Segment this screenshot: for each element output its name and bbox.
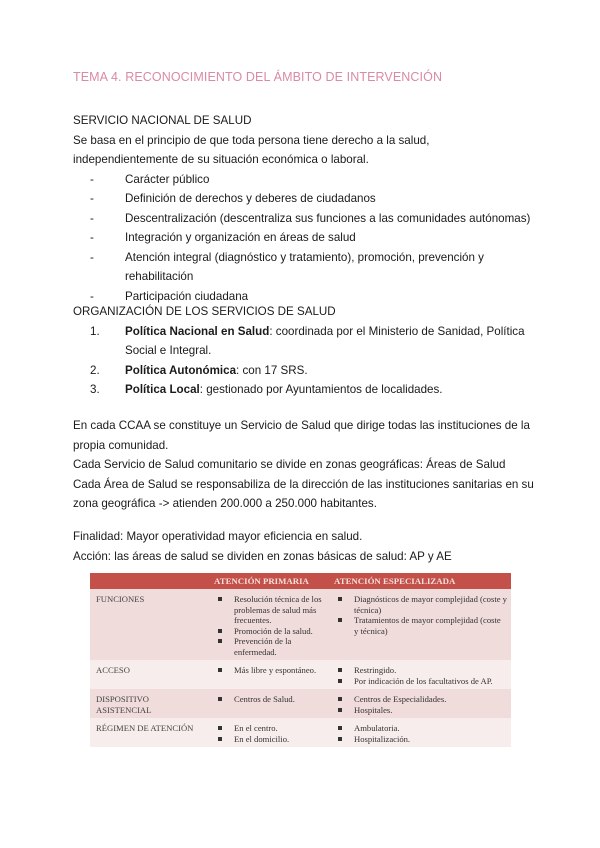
cell-item	[336, 734, 507, 745]
cell-item	[336, 694, 507, 705]
policy-name: Política Local	[125, 383, 200, 396]
cell-item-text: Hospitales.	[354, 704, 393, 715]
cell-item-text: Ambulatoria.	[354, 723, 400, 733]
ap-cell	[210, 689, 330, 718]
policy-name: Política Nacional en Salud	[125, 324, 270, 338]
cell-item	[336, 594, 507, 615]
ccaa-paragraph-2: Cada Servicio de Salud comunitario se divide en zonas geográficas: Áreas de Salud	[73, 458, 506, 471]
cell-item-text: Centros de Especialidades.	[354, 694, 447, 704]
cell-item-text: Tratamientos de mayor complejidad (coste y técnica)	[354, 615, 501, 636]
table-header-row	[90, 573, 511, 589]
list-dash: -	[90, 192, 94, 205]
table-row	[90, 718, 511, 747]
policy-description: : gestionado por Ayuntamientos de localidades.	[199, 383, 443, 396]
cell-item	[336, 615, 507, 636]
cell-item-text: Prevención de la enfermedad.	[234, 636, 292, 657]
list-number: 3.	[90, 383, 100, 396]
list-item	[90, 209, 533, 229]
cell-item	[336, 705, 507, 716]
cell-item	[216, 694, 326, 705]
section-ccaa	[73, 416, 543, 514]
cell-item-text: Por indicación de los facultativos de AP.	[354, 675, 493, 686]
cell-item	[336, 665, 507, 676]
finalidad-paragraph: Finalidad: Mayor operatividad mayor eficiencia en salud.	[73, 530, 363, 543]
table-header-ae: ATENCIÓN ESPECIALIZADA	[330, 573, 511, 589]
accion-paragraph: Acción: las áreas de salud se dividen en zonas básicas de salud: AP y AE	[73, 549, 452, 563]
list-number: 2.	[90, 363, 100, 377]
list-item-text: Carácter público	[125, 172, 210, 186]
policy-description: : con 17 SRS.	[236, 363, 308, 377]
organizacion-heading: ORGANIZACIÓN DE LOS SERVICIOS DE SALUD	[73, 305, 336, 318]
cell-item	[216, 734, 326, 745]
ccaa-paragraph-3: Cada Área de Salud se responsabiliza de la dirección de las instituciones sanitarias en su zona geográfica -> atienden 200.000 a 250.000 habitantes.	[73, 477, 534, 510]
cell-item-text: Centros de Salud.	[234, 694, 295, 704]
list-item-text: Integración y organización en áreas de salud	[125, 231, 356, 244]
cell-item	[216, 723, 326, 734]
list-dash: -	[90, 250, 94, 264]
list-item	[90, 228, 533, 248]
cell-item	[216, 665, 326, 676]
list-dash: -	[90, 231, 94, 244]
cell-item	[336, 676, 507, 687]
list-item-text: Descentralización (descentraliza sus funciones a las comunidades autónomas)	[125, 211, 531, 225]
cell-item	[216, 594, 326, 626]
cell-item-text: Promoción de la salud.	[234, 625, 313, 636]
cell-item-text: Hospitalización.	[354, 733, 411, 744]
cell-item	[216, 636, 326, 657]
row-label: RÉGIMEN DE ATENCIÓN	[90, 718, 210, 747]
ccaa-paragraph-1: En cada CCAA se constituye un Servicio de Salud que dirige todas las instituciones de la propia comunidad.	[73, 419, 530, 452]
section-finalidad	[73, 527, 543, 566]
list-item-text: Atención integral (diagnóstico y tratamiento), promoción, prevención y rehabilitación	[125, 250, 484, 283]
list-dash: -	[90, 211, 94, 225]
organizacion-list	[73, 322, 543, 400]
servicio-heading: SERVICIO NACIONAL DE SALUD	[73, 114, 252, 127]
cell-item	[336, 723, 507, 734]
row-label: DISPOSITIVO ASISTENCIAL	[90, 689, 210, 718]
list-item	[90, 248, 533, 287]
list-number: 1.	[90, 324, 100, 338]
list-item	[90, 380, 543, 400]
policy-description: : coordinada por el Ministerio de Sanidad, Política Social e Integral.	[125, 324, 525, 357]
cell-item-text: Restringido.	[354, 665, 397, 675]
list-item	[90, 189, 533, 209]
page-title: TEMA 4. RECONOCIMIENTO DEL ÁMBITO DE INTERVENCIÓN	[73, 70, 443, 84]
policy-name: Política Autonómica	[125, 363, 237, 377]
table-row	[90, 689, 511, 718]
list-item-text: Participación ciudadana	[125, 289, 249, 303]
table-header-ap: ATENCIÓN PRIMARIA	[210, 573, 330, 589]
table-header-blank	[90, 573, 210, 589]
section-servicio-nacional	[73, 111, 533, 306]
list-item-text: Definición de derechos y deberes de ciudadanos	[125, 192, 376, 205]
ap-cell	[210, 589, 330, 660]
table-row	[90, 589, 511, 660]
ae-cell	[330, 718, 511, 747]
cell-item-text: Más libre y espontáneo.	[234, 665, 317, 675]
comparison-table	[90, 573, 511, 747]
ae-cell	[330, 660, 511, 689]
cell-item-text: En el domicilio.	[234, 733, 290, 744]
servicio-list	[73, 170, 533, 307]
list-item	[90, 170, 533, 190]
list-item	[90, 322, 543, 361]
ap-cell	[210, 660, 330, 689]
servicio-intro: Se basa en el principio de que toda persona tiene derecho a la salud, independientemente de su situación económica o laboral.	[73, 133, 430, 166]
list-item	[90, 361, 543, 381]
cell-item	[216, 626, 326, 637]
ae-cell	[330, 589, 511, 660]
cell-item-text: En el centro.	[234, 723, 278, 733]
section-organizacion	[73, 302, 543, 400]
row-label: ACCESO	[90, 660, 210, 689]
cell-item-text: Diagnósticos de mayor complejidad (coste y técnica)	[354, 594, 507, 615]
ae-cell	[330, 689, 511, 718]
ap-cell	[210, 718, 330, 747]
list-dash: -	[90, 172, 94, 186]
table-row	[90, 660, 511, 689]
list-dash: -	[90, 289, 94, 303]
row-label: FUNCIONES	[90, 589, 210, 660]
cell-item-text: Resolución técnica de los problemas de salud más frecuentes.	[234, 594, 322, 625]
